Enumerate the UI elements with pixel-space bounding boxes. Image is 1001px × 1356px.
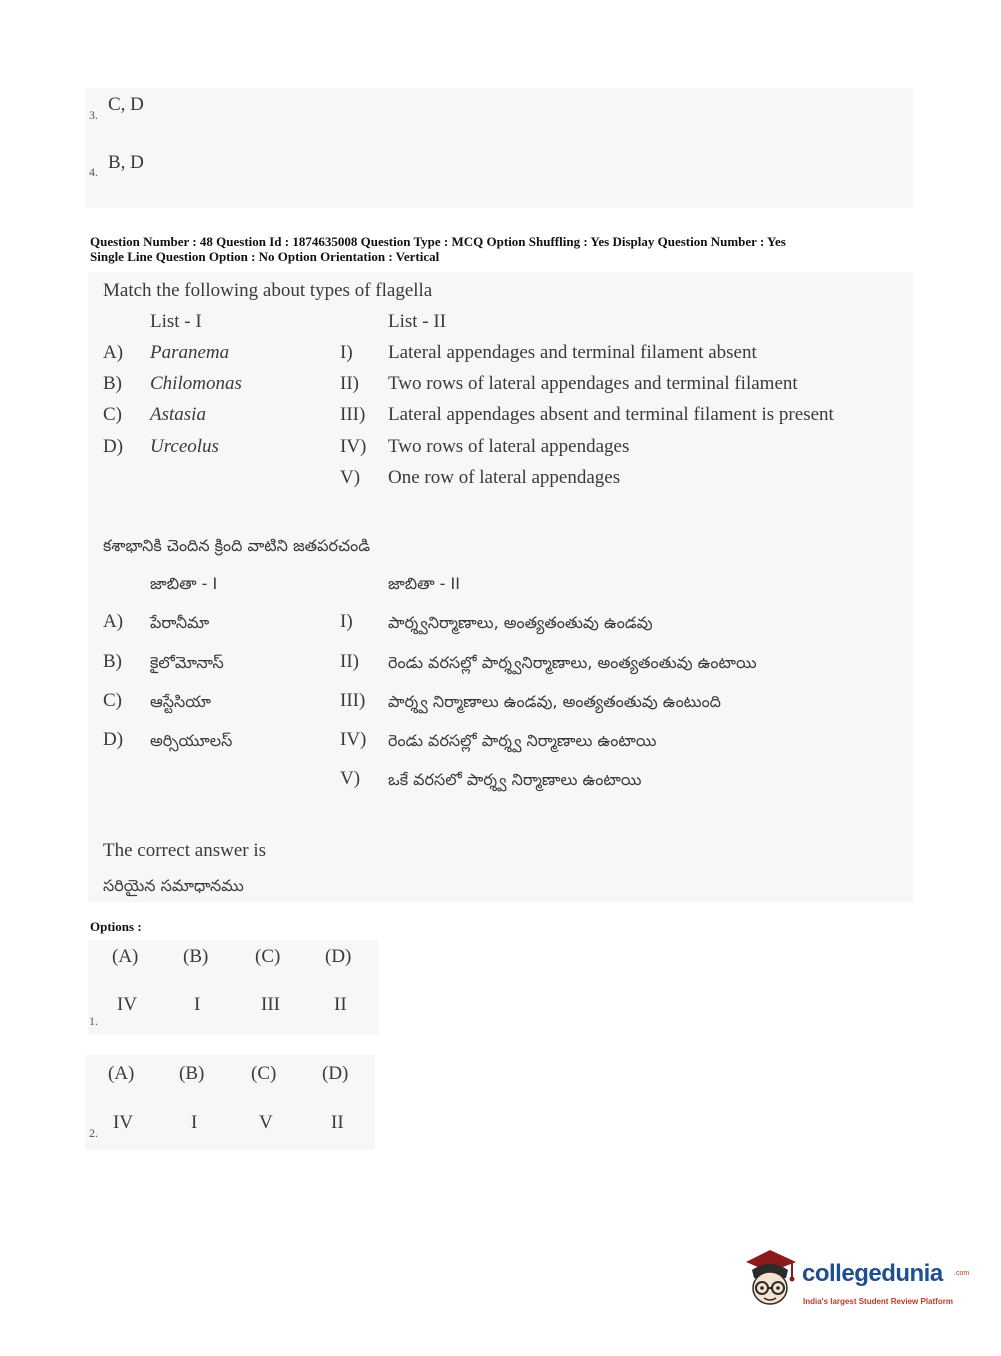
telugu-list-1-label: C) <box>103 690 122 711</box>
telugu-list-1-item: అర్సియూలస్ <box>150 731 233 750</box>
english-list-2-label: I) <box>340 342 353 363</box>
option-value: III <box>261 994 280 1015</box>
option-header: (A) <box>108 1063 135 1084</box>
option-value: IV <box>117 994 138 1015</box>
telugu-list-1-item: కైలోమోనాస్ <box>150 653 224 672</box>
telugu-list-2-label: I) <box>340 611 353 632</box>
option-value: V <box>259 1112 273 1133</box>
option-header: (B) <box>179 1063 205 1084</box>
telugu-list-2-header: జాబితా - II <box>388 574 460 593</box>
telugu-list-2-label: IV) <box>340 729 367 750</box>
telugu-list-2-item: పార్శ్వనిర్మాణాలు, అంత్యతంతువు ఉండవు <box>388 613 653 632</box>
telugu-list-1-item: పేరానీమా <box>150 613 210 632</box>
option-number: 2. <box>89 1126 98 1140</box>
english-list-1-item: Paranema <box>150 342 230 363</box>
english-list-1-label: A) <box>103 342 124 363</box>
option-value: II <box>331 1112 344 1133</box>
telugu-question-title: కశాభానికి చెందిన క్రింది వాటిని జతపరచండి <box>103 536 371 555</box>
english-list-2-item: Two rows of lateral appendages and terminal filament <box>388 373 798 394</box>
english-list-2-item: Lateral appendages and terminal filament absent <box>388 342 757 363</box>
english-list-1-header: List - I <box>150 311 202 332</box>
english-list-1-label: D) <box>103 436 124 457</box>
option-header: (A) <box>112 946 139 967</box>
english-list-2-item: One row of lateral appendages <box>388 467 621 488</box>
options-label: Options : <box>90 919 142 934</box>
telugu-list-1-label: D) <box>103 729 124 750</box>
english-list-1-label: C) <box>103 404 122 425</box>
telugu-list-2-item: రెండు వరసల్లో పార్శ్వ నిర్మాణాలు ఉంటాయి <box>388 731 657 750</box>
telugu-list-2-item: రెండు వరసల్లో పార్శ్వనిర్మాణాలు, అంత్యతంతువు ఉంటాయి <box>388 653 757 672</box>
english-list-2-label: III) <box>340 404 366 425</box>
english-list-2-label: IV) <box>340 436 367 457</box>
english-list-2-header: List - II <box>388 311 447 332</box>
option-header: (D) <box>322 1063 349 1084</box>
telugu-list-1-header: జాబితా - I <box>150 574 218 593</box>
telugu-list-2-label: V) <box>340 768 361 789</box>
english-list-2-item: Two rows of lateral appendages <box>388 436 630 457</box>
answer-prompt-english: The correct answer is <box>103 840 267 861</box>
english-list-2-label: II) <box>340 373 359 394</box>
option-value: IV <box>113 1112 134 1133</box>
mascot-icon <box>742 1248 800 1314</box>
option-header: (C) <box>251 1063 277 1084</box>
telugu-list-2-item: ఒకే వరసలో పార్శ్వ నిర్మాణాలు ఉంటాయి <box>388 770 642 789</box>
question-meta-line-2: Single Line Question Option : No Option Orientation : Vertical <box>90 249 440 264</box>
prev-option-4-text: B, D <box>108 152 144 173</box>
option-value: I <box>194 994 201 1015</box>
telugu-list-2-label: III) <box>340 690 366 711</box>
telugu-list-1-label: B) <box>103 651 122 672</box>
telugu-list-2-item: పార్శ్వ నిర్మాణాలు ఉండవు, అంత్యతంతువు ఉంటుంది <box>388 692 721 711</box>
prev-options-block <box>85 88 913 208</box>
option-header: (C) <box>255 946 281 967</box>
english-list-1-item: Urceolus <box>150 436 219 457</box>
telugu-list-2-label: II) <box>340 651 359 672</box>
brand-tagline: India's largest Student Review Platform <box>803 1297 953 1306</box>
brand-logo[interactable] <box>742 1248 970 1318</box>
option-value: II <box>334 994 347 1015</box>
option-value: I <box>191 1112 198 1133</box>
brand-suffix: .com <box>954 1270 970 1277</box>
prev-option-3-text: C, D <box>108 94 144 115</box>
brand-name: collegedunia <box>802 1260 943 1287</box>
prev-option-4-number: 4. <box>89 165 98 179</box>
option-header: (B) <box>183 946 209 967</box>
english-list-1-item: Chilomonas <box>150 373 242 394</box>
english-list-1-label: B) <box>103 373 122 394</box>
telugu-list-1-label: A) <box>103 611 124 632</box>
question-meta-line-1: Question Number : 48 Question Id : 1874635008 Question Type : MCQ Option Shuffling : Yes Display Question Number : Yes <box>90 234 786 249</box>
english-question-title: Match the following about types of flagella <box>103 280 433 301</box>
option-header: (D) <box>325 946 352 967</box>
option-number: 1. <box>89 1014 98 1028</box>
english-list-1-item: Astasia <box>150 404 206 425</box>
prev-option-3-number: 3. <box>89 108 98 122</box>
english-list-2-item: Lateral appendages absent and terminal filament is present <box>388 404 834 425</box>
english-list-2-label: V) <box>340 467 361 488</box>
answer-prompt-telugu: సరియైన సమాధానము <box>103 876 244 895</box>
telugu-list-1-item: ఆస్టేసియా <box>150 692 211 711</box>
